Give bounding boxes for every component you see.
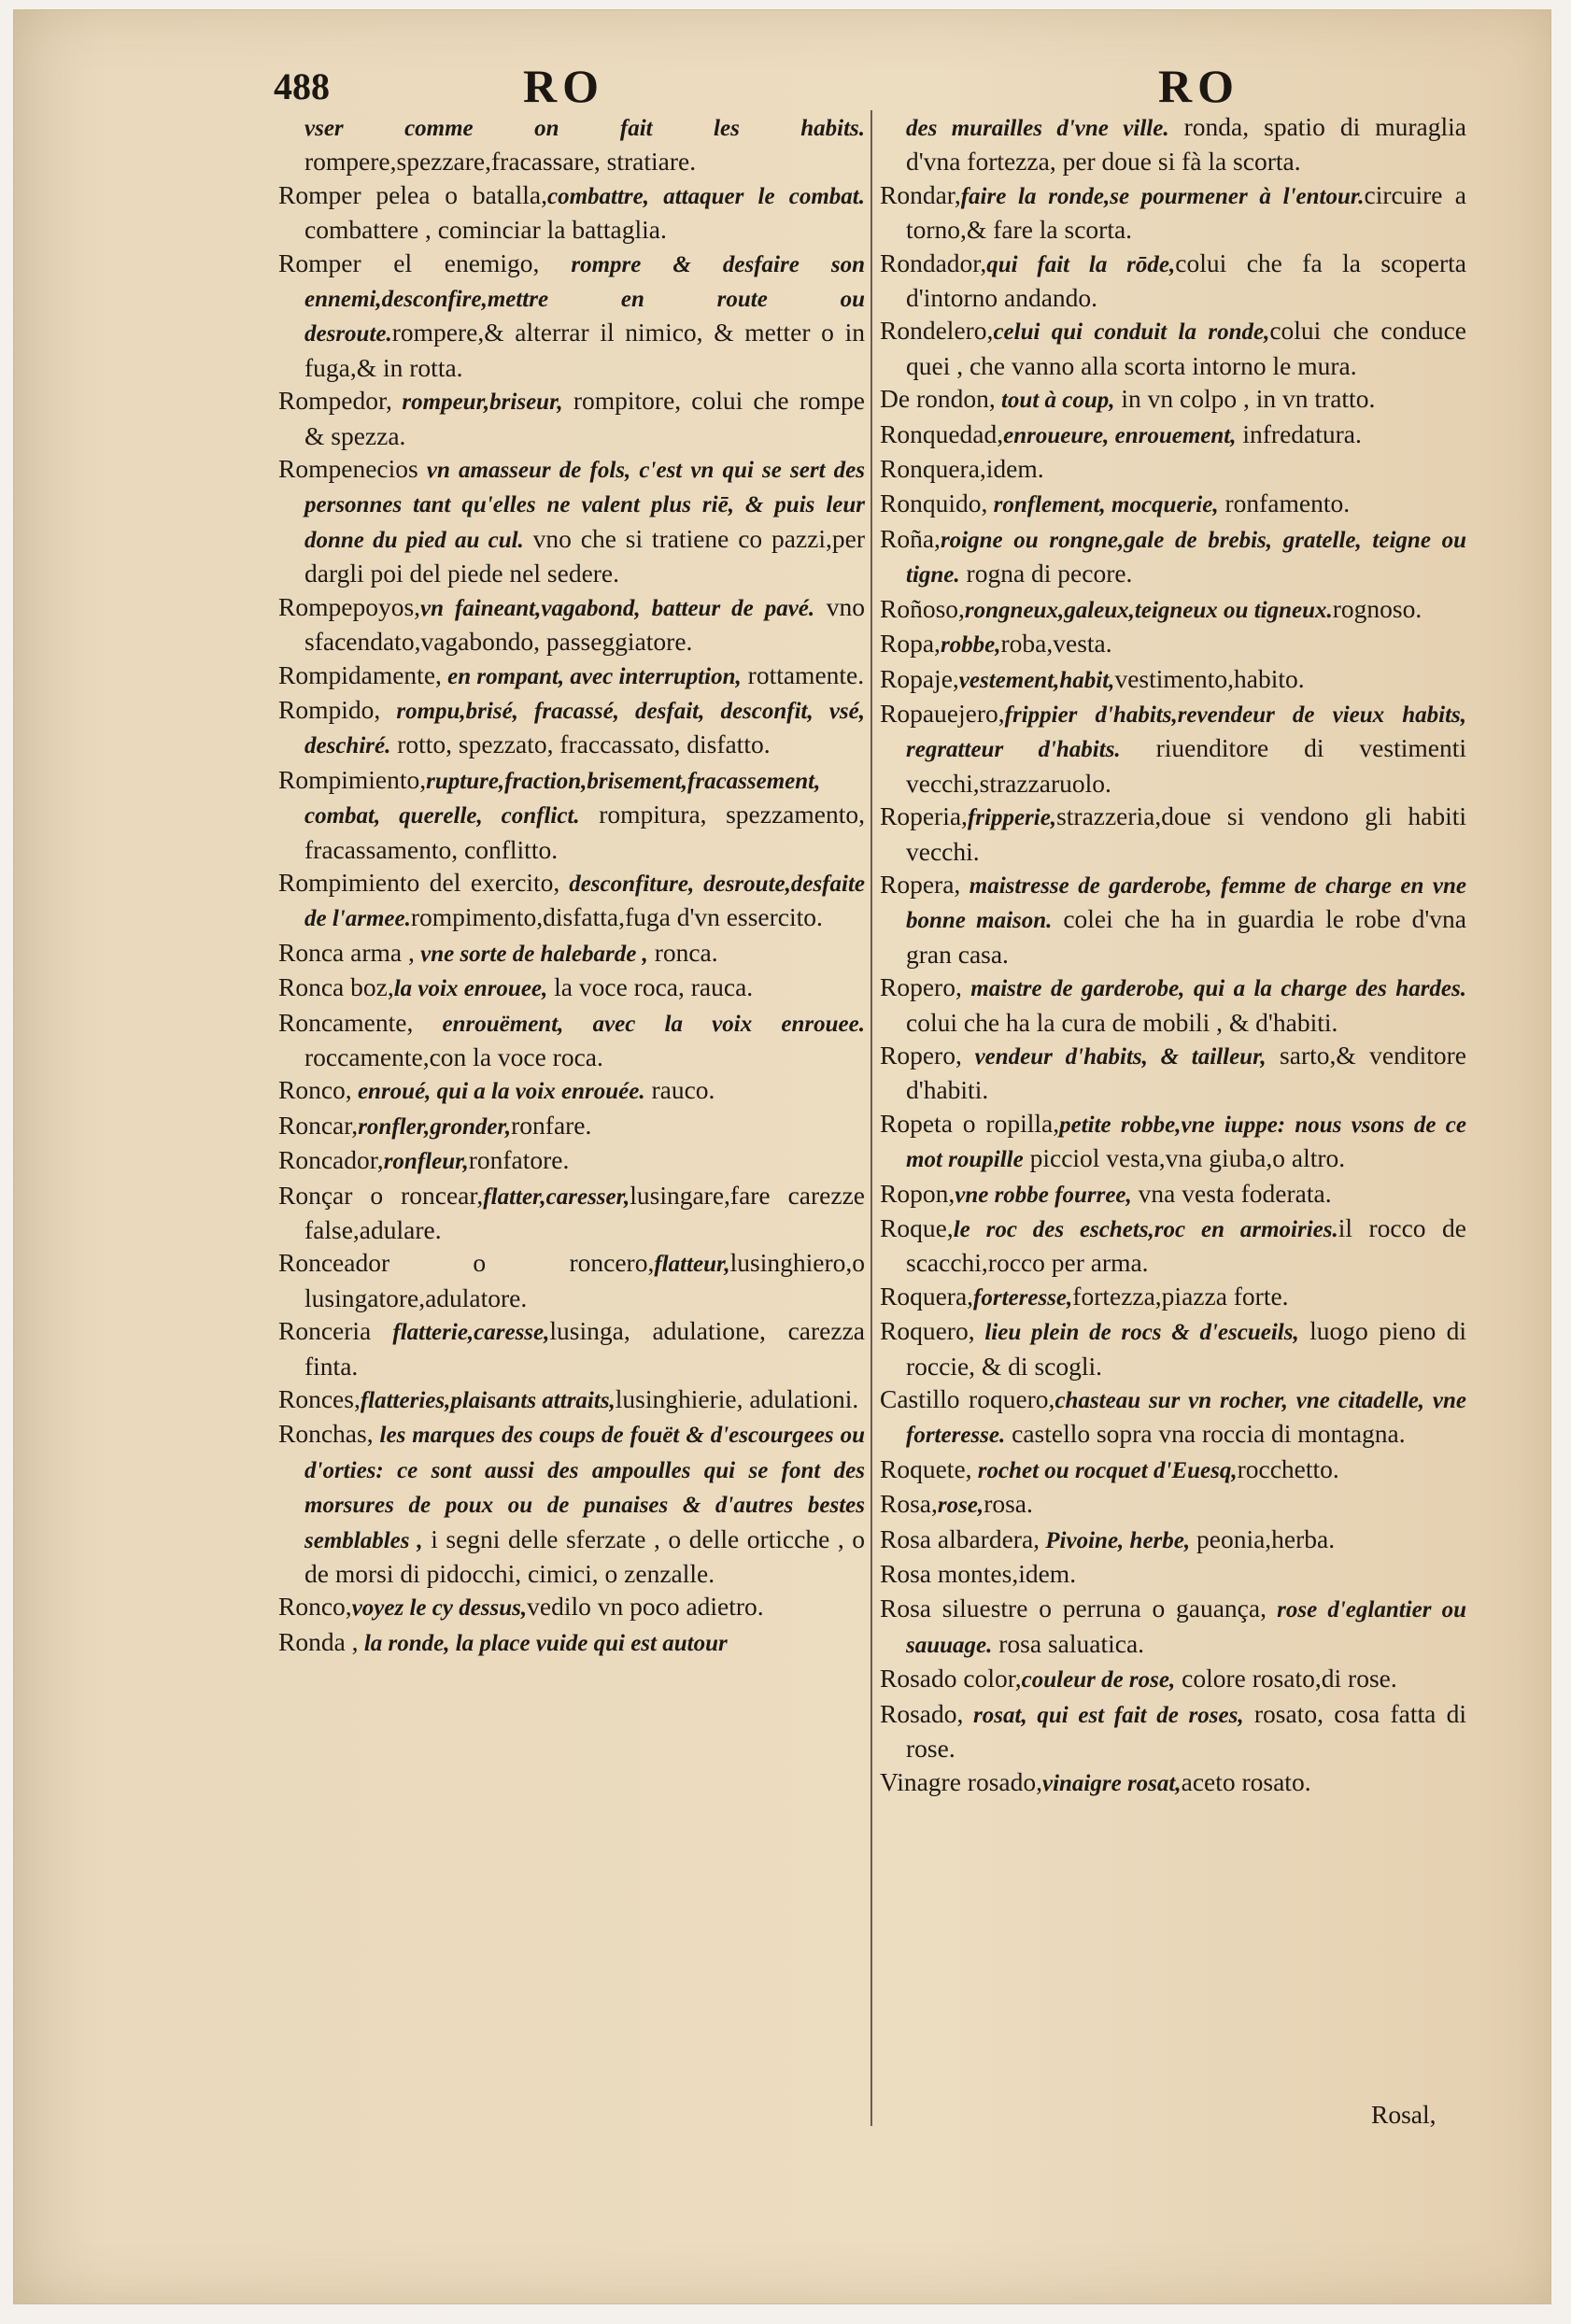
dictionary-entry — [278, 1109, 865, 1143]
left-column — [278, 110, 865, 1660]
headword: Rompepoyos, — [278, 591, 421, 621]
french-gloss: maistre de garderobe, qui a la charge des hardes. — [961, 976, 1466, 1002]
right-column — [880, 110, 1466, 1800]
headword: Ropera, — [880, 869, 961, 899]
french-gloss: rose, — [937, 1493, 984, 1519]
italian-gloss: ronfatore. — [468, 1145, 570, 1175]
french-gloss: en rompant, avec interruption, — [441, 663, 742, 689]
dictionary-entry — [880, 627, 1466, 661]
headword: Ronquido, — [880, 489, 988, 518]
headword: Roperia, — [880, 801, 968, 831]
italian-gloss: colui che conduce quei , che vanno alla scorta intorno le mura. — [906, 316, 1467, 380]
french-gloss: vne robbe fourree, — [955, 1182, 1132, 1208]
italian-gloss: rosa saluatica. — [992, 1628, 1145, 1658]
headword: Roncamente, — [278, 1007, 414, 1037]
dictionary-entry — [278, 1417, 865, 1590]
dictionary-entry — [278, 1590, 865, 1624]
french-gloss: fripperie, — [967, 805, 1057, 831]
italian-gloss: rognoso. — [1332, 593, 1422, 623]
dictionary-entry — [880, 1452, 1466, 1487]
headword: Rosado, — [880, 1698, 964, 1728]
italian-gloss: rottamente. — [741, 659, 865, 689]
dictionary-entry — [880, 522, 1466, 592]
french-gloss: flatteries,plaisants attraits, — [360, 1388, 616, 1414]
french-gloss: vser comme on fait les habits. — [304, 116, 865, 141]
dictionary-entry — [278, 866, 865, 936]
headword: Romper pelea o batalla, — [278, 179, 547, 209]
headword: Rompidamente, — [278, 659, 442, 689]
headword: De rondon, — [880, 384, 996, 414]
headword: Ropaje, — [880, 663, 959, 693]
italian-gloss: colore rosato,di rose. — [1175, 1664, 1397, 1693]
italian-gloss: roba,vesta. — [1000, 629, 1112, 659]
french-gloss: rosat, qui est fait de roses, — [963, 1702, 1244, 1728]
dictionary-entry — [278, 110, 865, 178]
headword: Ropero, — [880, 1040, 962, 1070]
french-gloss: vendeur d'habits, & tailleur, — [961, 1043, 1267, 1070]
dictionary-entry — [880, 1592, 1466, 1662]
french-gloss: tout à coup, — [995, 388, 1115, 414]
italian-gloss: i segni delle sferzate , o delle orticche , o de morsi di pidocchi, cimici, o zenzalle. — [304, 1523, 865, 1589]
french-gloss: vn faineant,vagabond, batteur de pavé. — [420, 595, 815, 621]
french-gloss: celui qui conduit la ronde, — [993, 319, 1270, 346]
french-gloss: chasteau sur vn rocher, vne citadelle, vne forteresse. — [906, 1388, 1466, 1449]
french-gloss: Pivoine, herbe, — [1040, 1527, 1191, 1553]
french-gloss: le roc des eschets,roc en armoiries. — [953, 1217, 1338, 1242]
column-divider — [870, 110, 872, 2126]
italian-gloss: sarto,& venditore d'habiti. — [906, 1040, 1466, 1105]
headword: Rosa, — [880, 1489, 938, 1519]
french-gloss: la voix enrouee, — [393, 976, 548, 1002]
headword: Ronda , — [278, 1626, 359, 1656]
headword: Roquero, — [880, 1316, 975, 1346]
italian-gloss: rompitore, colui che rompe & spezza. — [304, 386, 865, 450]
headword: Ropeta o ropilla, — [880, 1108, 1060, 1138]
french-gloss: petite robbe,vne iuppe: nous vsons de ce mot roupille — [906, 1112, 1466, 1173]
french-gloss: vestement,habit, — [958, 667, 1115, 693]
headword: Ropon, — [880, 1178, 955, 1208]
catchword: Rosal, — [1371, 2100, 1437, 2129]
headword: Castillo roquero, — [880, 1384, 1055, 1414]
headword: Ronchas, — [278, 1419, 374, 1449]
dictionary-entry — [880, 1382, 1466, 1452]
headword: Roncar, — [278, 1110, 359, 1140]
italian-gloss: rompitura, spezzamento, fracassamento, conflitto. — [304, 800, 865, 864]
french-gloss: qui fait la rōde, — [986, 251, 1176, 277]
headword: Rompenecios — [278, 454, 418, 484]
french-gloss: vinaigre rosat, — [1041, 1770, 1182, 1796]
french-gloss: vne sorte de halebarde , — [414, 941, 648, 967]
dictionary-entry — [278, 1382, 865, 1417]
italian-gloss: lusingare,fare carezze false,adulare. — [304, 1180, 865, 1244]
dictionary-entry — [278, 1625, 865, 1660]
french-gloss: les marques des coups de fouët & d'escourgees ou d'orties: ce sont aussi des ampoulles qui se font des morsures de poux ou de punaises & d'autres bestes semblables , — [304, 1423, 865, 1553]
french-gloss: rompre & desfaire son ennemi,desconfire,mettre en route ou desroute. — [304, 251, 865, 347]
dictionary-entry — [278, 384, 865, 452]
headword: Roquete, — [880, 1453, 972, 1483]
headword: Rondelero, — [880, 316, 994, 346]
french-gloss: flatter,caresser, — [483, 1183, 630, 1210]
italian-gloss: rosato, cosa fatta di rose. — [906, 1698, 1467, 1764]
italian-gloss: idem. — [985, 454, 1044, 484]
french-gloss: ronflement, mocquerie, — [987, 492, 1219, 518]
italian-gloss: in vn colpo , in vn tratto. — [1114, 384, 1376, 414]
dictionary-entry — [278, 659, 865, 693]
headword: Ronquera, — [880, 454, 986, 484]
headword: Roñoso, — [880, 593, 965, 623]
french-gloss: flatterie,caresse, — [371, 1320, 550, 1346]
dictionary-entry — [278, 247, 865, 385]
dictionary-entry — [880, 1697, 1466, 1765]
headword: Ropero, — [880, 972, 962, 1002]
dictionary-entry — [880, 382, 1466, 417]
french-gloss: la ronde, la place vuide qui est autour — [358, 1630, 728, 1656]
dictionary-entry — [880, 1314, 1466, 1382]
headword: Rompimiento, — [278, 764, 427, 794]
italian-gloss: vna vesta foderata. — [1131, 1178, 1332, 1208]
french-gloss: rochet ou rocquet d'Euesq, — [971, 1457, 1238, 1483]
dictionary-entry — [880, 1557, 1466, 1592]
dictionary-entry — [880, 697, 1466, 800]
french-gloss: frippier d'habits,revendeur de vieux habits, regratteur d'habits. — [906, 701, 1466, 763]
dictionary-entry — [278, 693, 865, 763]
italian-gloss: circuire a torno,& fare la scorta. — [906, 179, 1467, 245]
dictionary-entry — [880, 868, 1466, 971]
italian-gloss: colui che fa la scoperta d'intorno andando. — [906, 248, 1466, 313]
dictionary-entry — [880, 971, 1466, 1039]
headword: Rosado color, — [880, 1664, 1022, 1693]
italian-gloss: vno che si tratiene co pazzi,per dargli poi del piede nel sedere. — [304, 523, 865, 588]
italian-gloss: rompere,& alterrar il nimico, & metter o in fuga,& in rotta. — [304, 318, 865, 382]
headword: Roque, — [880, 1213, 954, 1242]
italian-gloss: picciol vesta,vna giuba,o altro. — [1023, 1143, 1346, 1173]
headword: Ronceador o roncero, — [278, 1248, 655, 1278]
italian-gloss: rogna di pecore. — [959, 559, 1133, 588]
dictionary-entry — [880, 592, 1466, 627]
dictionary-entry — [880, 1212, 1466, 1280]
italian-gloss: rompere,spezzare,fracassare, stratiare. — [304, 147, 697, 177]
running-head-left: RO — [523, 60, 604, 112]
italian-gloss: aceto rosato. — [1181, 1766, 1311, 1796]
headword: Ronçar o roncear, — [278, 1180, 484, 1210]
french-gloss: forteresse, — [973, 1284, 1073, 1311]
french-gloss: enrouëment, avec la voix enrouee. — [413, 1011, 865, 1037]
italian-gloss: rosa. — [984, 1489, 1033, 1519]
italian-gloss: ronda, spatio di muraglia d'vna fortezza, per doue si fà la scorta. — [906, 112, 1466, 177]
french-gloss: voyez le cy dessus, — [351, 1595, 528, 1622]
italian-gloss: idem. — [1018, 1559, 1077, 1589]
italian-gloss: rompimento,disfatta,fuga d'vn essercito. — [410, 902, 823, 932]
headword: Rompimiento del exercito, — [278, 867, 560, 897]
headword: Rondar, — [880, 179, 961, 209]
headword: Roncador, — [278, 1145, 384, 1175]
dictionary-entry — [278, 178, 865, 247]
headword: Rosa albardera, — [880, 1523, 1040, 1553]
dictionary-entry — [278, 763, 865, 866]
french-gloss: des murailles d'vne ville. — [906, 116, 1169, 141]
dictionary-entry — [880, 1177, 1466, 1212]
italian-gloss: vedilo vn poco adietro. — [527, 1592, 764, 1622]
italian-gloss: castello sopra vna roccia di montagna. — [1005, 1419, 1406, 1449]
italian-gloss: lusinghierie, adulationi. — [615, 1384, 859, 1414]
dictionary-entry — [278, 452, 865, 590]
italian-gloss: riuenditore di vestimenti vecchi,strazzaruolo. — [906, 733, 1466, 798]
headword: Rompido, — [278, 694, 381, 724]
dictionary-entry — [278, 1143, 865, 1178]
dictionary-entry — [880, 1107, 1466, 1177]
dictionary-entry — [880, 1487, 1466, 1522]
headword: Ronceria — [278, 1316, 372, 1346]
dictionary-entry — [278, 1073, 865, 1108]
dictionary-entry — [278, 971, 865, 1005]
italian-gloss: colei che ha in guardia le robe d'vna gran casa. — [906, 904, 1466, 969]
french-gloss: desconfiture, desroute,desfaite de l'armee. — [304, 871, 865, 932]
italian-gloss: infredatura. — [1236, 418, 1362, 448]
headword: Ronco, — [278, 1075, 352, 1105]
dictionary-entry — [880, 418, 1466, 452]
italian-gloss: roccamente,con la voce roca. — [304, 1042, 603, 1071]
french-gloss: maistresse de garderobe, femme de charge en vne bonne maison. — [906, 872, 1466, 934]
dictionary-entry — [880, 110, 1466, 178]
french-gloss: couleur de rose, — [1021, 1667, 1176, 1693]
running-head-right: RO — [1158, 60, 1239, 112]
page-number: 488 — [274, 65, 330, 107]
headword: Ropa, — [880, 629, 941, 659]
dictionary-entry — [880, 452, 1466, 487]
dictionary-entry — [880, 247, 1466, 315]
headword: Vinagre rosado, — [880, 1766, 1042, 1796]
italian-gloss: fortezza,piazza forte. — [1072, 1281, 1289, 1311]
french-gloss: rompu,brisé, fracassé, desfait, desconfit, vsé, deschiré. — [304, 698, 865, 759]
dictionary-entry — [880, 800, 1466, 868]
italian-gloss: ronfare. — [511, 1110, 592, 1140]
dictionary-entry — [880, 178, 1466, 247]
french-gloss: flatteur, — [654, 1252, 730, 1278]
french-gloss: combattre, attaquer le combat. — [546, 183, 865, 209]
dictionary-entry — [278, 1006, 865, 1074]
italian-gloss: combattere , cominciar la battaglia. — [304, 215, 667, 245]
italian-gloss: rocchetto. — [1237, 1453, 1339, 1483]
dictionary-entry — [880, 1765, 1466, 1800]
headword: Rosa siluestre o perruna o gauança, — [880, 1594, 1267, 1623]
dictionary-entry — [880, 662, 1466, 697]
french-gloss: faire la ronde,se pourmener à l'entour. — [960, 183, 1365, 209]
italian-gloss: vestimento,habito. — [1114, 663, 1305, 693]
headword: Roña, — [880, 523, 941, 553]
italian-gloss: rauco. — [644, 1075, 715, 1105]
french-gloss: ronfler,gronder, — [358, 1113, 512, 1140]
dictionary-entry — [278, 1179, 865, 1247]
headword: Ronco, — [278, 1592, 352, 1622]
italian-gloss: rotto, spezzato, fraccassato, disfatto. — [390, 730, 771, 759]
italian-gloss: il rocco de scacchi,rocco per arma. — [906, 1213, 1466, 1278]
dictionary-entry — [880, 1280, 1466, 1314]
french-gloss: rose d'eglantier ou sauuage. — [906, 1597, 1466, 1658]
dictionary-entry — [278, 1314, 865, 1382]
italian-gloss: luogo pieno di roccie, & di scogli. — [906, 1316, 1466, 1381]
dictionary-entry — [278, 590, 865, 659]
french-gloss: enroueure, enrouement, — [1003, 422, 1237, 448]
italian-gloss: strazzeria,doue si vendono gli habiti vecchi. — [906, 801, 1466, 866]
italian-gloss: lusinga, adulatione, carezza finta. — [304, 1316, 865, 1381]
french-gloss: robbe, — [940, 632, 1001, 659]
headword: Ronquedad, — [880, 418, 1004, 448]
dictionary-entry — [880, 1662, 1466, 1696]
dictionary-entry — [278, 1246, 865, 1314]
dictionary-entry — [880, 1523, 1466, 1557]
french-gloss: rupture,fraction,brisement,fracassement, combat, querelle, conflict. — [304, 768, 821, 829]
italian-gloss: ronca. — [647, 937, 718, 967]
headword: Romper el enemigo, — [278, 248, 540, 277]
headword: Ronces, — [278, 1384, 361, 1414]
french-gloss: enroué, qui a la voix enrouée. — [351, 1079, 645, 1105]
italian-gloss: colui che ha la cura de mobili , & d'habiti. — [906, 1007, 1338, 1037]
dictionary-entry — [880, 314, 1466, 382]
french-gloss: rongneux,galeux,teigneux ou tigneux. — [964, 597, 1333, 623]
italian-gloss: lusinghiero,o lusingatore,adulatore. — [304, 1248, 865, 1312]
italian-gloss: la voce roca, rauca. — [547, 972, 754, 1002]
french-gloss: rompeur,briseur, — [391, 390, 563, 416]
headword: Roquera, — [880, 1281, 974, 1311]
dictionary-entry — [880, 1039, 1466, 1107]
headword: Rosa montes, — [880, 1559, 1019, 1589]
french-gloss: lieu plein de rocs & d'escueils, — [974, 1320, 1299, 1346]
headword: Ronca boz, — [278, 972, 394, 1002]
headword: Ronca arma , — [278, 937, 415, 967]
headword: Rondador, — [880, 248, 987, 277]
headword: Rompedor, — [278, 386, 392, 416]
dictionary-entry — [278, 936, 865, 971]
italian-gloss: vno sfacendato,vagabondo, passeggiatore. — [304, 591, 866, 657]
dictionary-entry — [880, 487, 1466, 521]
french-gloss: roigne ou rongne,gale de brebis, gratelle, teigne ou tigne. — [906, 527, 1466, 588]
french-gloss: vn amasseur de fols, c'est vn qui se sert des personnes tant qu'elles ne valent plus riē, & puis leur donne du pied au cul. — [304, 458, 865, 553]
italian-gloss: ronfamento. — [1218, 489, 1351, 518]
headword: Ropauejero, — [880, 698, 1005, 728]
french-gloss: ronfleur, — [383, 1149, 469, 1175]
italian-gloss: peonia,herba. — [1190, 1523, 1336, 1553]
